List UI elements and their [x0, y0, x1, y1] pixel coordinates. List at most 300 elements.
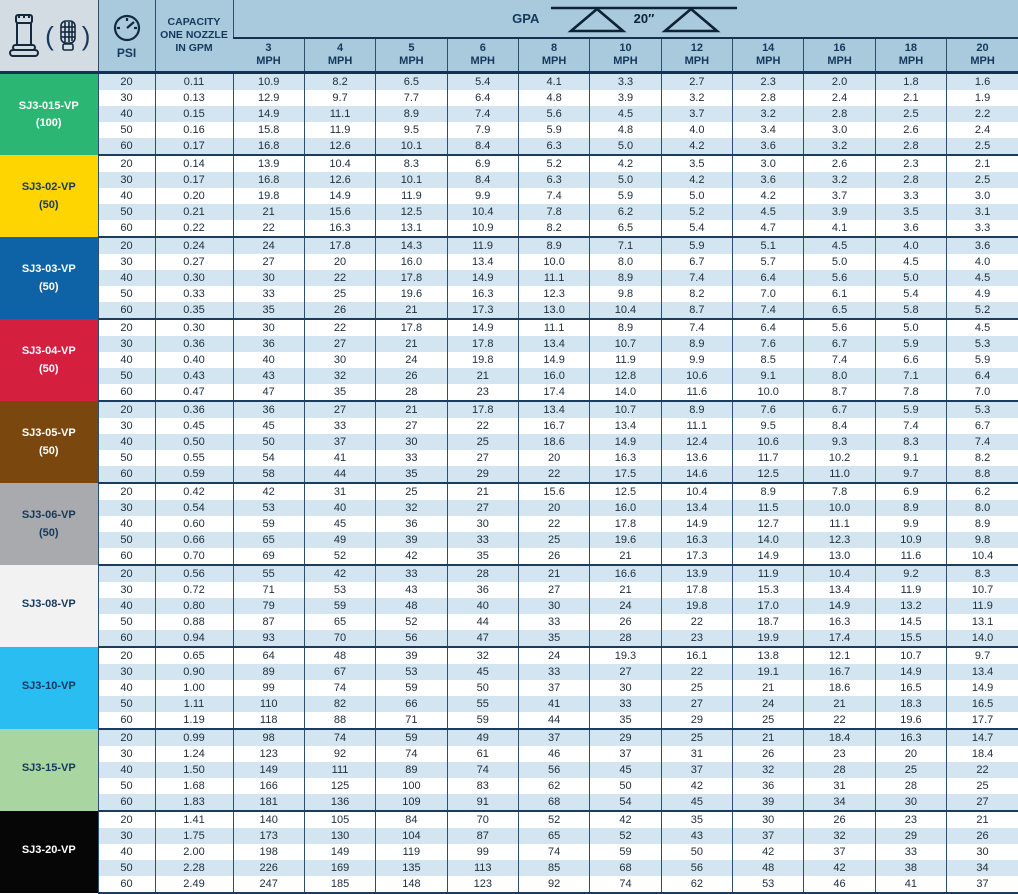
paren-close: ): [81, 20, 91, 51]
table-row: [0, 664, 1018, 680]
gpa-cell: 23: [875, 811, 946, 828]
gpa-cell: 2.2: [947, 106, 1018, 122]
speed-unit: MPH: [684, 55, 710, 67]
gpa-cell: 14.9: [447, 319, 518, 336]
gpa-cell: 123: [447, 876, 518, 893]
gpa-cell: 5.1: [733, 237, 804, 254]
gpa-cell: 33: [376, 450, 447, 466]
gpa-cell: 13.9: [233, 155, 304, 172]
gpa-cell: 47: [233, 384, 304, 401]
speed-value: 4: [336, 42, 344, 55]
gpa-cell: 18.6: [804, 680, 875, 696]
gpa-cell: 59: [304, 598, 375, 614]
table-row: [0, 729, 1018, 746]
gpa-cell: 16.0: [376, 254, 447, 270]
gpa-cell: 16.3: [804, 614, 875, 630]
psi-cell: 60: [98, 220, 155, 237]
gpa-cell: 20: [875, 746, 946, 762]
gpa-cell: 17.4: [518, 384, 589, 401]
gpa-cell: 3.3: [947, 220, 1018, 237]
psi-cell: 40: [98, 352, 155, 368]
gpa-cell: 34: [804, 794, 875, 811]
gpa-cell: 92: [304, 746, 375, 762]
gpa-cell: 14.5: [875, 614, 946, 630]
gpa-cell: 30: [947, 844, 1018, 860]
gpa-cell: 37: [518, 729, 589, 746]
gpa-cell: 4.2: [661, 138, 732, 155]
gpa-cell: 9.9: [661, 352, 732, 368]
gpa-cell: 66: [376, 696, 447, 712]
gpa-cell: 18.7: [733, 614, 804, 630]
gpa-cell: 1.6: [947, 73, 1018, 91]
gpa-cell: 10.2: [804, 450, 875, 466]
gpa-cell: 23: [804, 746, 875, 762]
gpa-cell: 36: [233, 336, 304, 352]
gpa-cell: 13.4: [947, 664, 1018, 680]
gpa-cell: 9.7: [947, 647, 1018, 664]
gpa-cell: 22: [447, 418, 518, 434]
psi-cell: 40: [98, 188, 155, 204]
speed-column-header: [447, 38, 518, 73]
table-row: [0, 762, 1018, 778]
gpa-cell: 10.0: [733, 384, 804, 401]
gpa-cell: 33: [447, 532, 518, 548]
psi-cell: 20: [98, 647, 155, 664]
gpm-cell: 1.19: [155, 712, 233, 729]
nozzle-label: [0, 647, 98, 729]
gpa-cell: 43: [661, 828, 732, 844]
gpm-cell: 1.75: [155, 828, 233, 844]
gpa-cell: 69: [233, 548, 304, 565]
gpa-cell: 111: [304, 762, 375, 778]
gpm-cell: 0.11: [155, 73, 233, 91]
gpa-cell: 16.0: [590, 500, 661, 516]
gpa-cell: 14.9: [733, 548, 804, 565]
speed-column-header: [947, 38, 1018, 73]
nozzle-label: [0, 729, 98, 811]
gpa-cell: 29: [447, 466, 518, 483]
gpa-cell: 12.1: [804, 647, 875, 664]
gpa-cell: 74: [304, 680, 375, 696]
speed-value: 20: [976, 42, 989, 55]
gpa-cell: 13.4: [518, 336, 589, 352]
gpm-cell: 0.13: [155, 90, 233, 106]
gpa-cell: 6.6: [875, 352, 946, 368]
table-row: [0, 286, 1018, 302]
gpa-cell: 30: [233, 270, 304, 286]
gpa-cell: 14.6: [661, 466, 732, 483]
gpa-cell: 3.9: [804, 204, 875, 220]
speed-unit: MPH: [613, 55, 638, 67]
gpa-cell: 33: [518, 664, 589, 680]
speed-value: 12: [690, 42, 703, 55]
gpa-cell: 16.1: [661, 647, 732, 664]
gpa-cell: 4.0: [947, 254, 1018, 270]
gpm-cell: 0.43: [155, 368, 233, 384]
gpa-cell: 28: [447, 565, 518, 582]
gpa-cell: 46: [518, 746, 589, 762]
gpa-cell: 109: [376, 794, 447, 811]
gpa-cell: 123: [233, 746, 304, 762]
table-row: [0, 336, 1018, 352]
gpa-cell: 42: [733, 844, 804, 860]
gpa-cell: 7.4: [947, 434, 1018, 450]
nozzle-model: SJ3-02-VP: [21, 181, 76, 194]
gpa-cell: 26: [518, 548, 589, 565]
gpa-cell: 8.9: [661, 336, 732, 352]
gpa-cell: 28: [376, 384, 447, 401]
gpm-cell: 0.55: [155, 450, 233, 466]
gpa-cell: 11.0: [804, 466, 875, 483]
gpa-cell: 45: [304, 516, 375, 532]
gpa-cell: 19.3: [590, 647, 661, 664]
nozzle-subtitle: (50): [38, 444, 59, 457]
gpm-cell: 1.11: [155, 696, 233, 712]
gpa-cell: 173: [233, 828, 304, 844]
gpa-cell: 14.0: [947, 630, 1018, 647]
gpa-cell: 11.7: [733, 450, 804, 466]
gpa-cell: 6.3: [518, 138, 589, 155]
gpa-cell: 42: [233, 483, 304, 500]
gpm-cell: 0.17: [155, 138, 233, 155]
table-row: [0, 434, 1018, 450]
gpa-cell: 50: [590, 778, 661, 794]
gpa-cell: 136: [304, 794, 375, 811]
table-row: [0, 712, 1018, 729]
gpa-cell: 6.9: [447, 155, 518, 172]
table-row: [0, 368, 1018, 384]
gpa-cell: 65: [233, 532, 304, 548]
gpa-cell: 27: [233, 254, 304, 270]
gpa-cell: 10.4: [947, 548, 1018, 565]
table-row: [0, 794, 1018, 811]
gpa-cell: 41: [518, 696, 589, 712]
gpa-cell: 44: [518, 712, 589, 729]
gpa-cell: 5.2: [518, 155, 589, 172]
gpa-cell: 7.4: [661, 270, 732, 286]
psi-column-header: [98, 0, 155, 73]
gpa-cell: 5.4: [875, 286, 946, 302]
speed-column-header: [304, 38, 375, 73]
gpa-cell: 23: [447, 384, 518, 401]
table-row: [0, 319, 1018, 336]
gpa-cell: 40: [447, 598, 518, 614]
gpa-cell: 18.4: [804, 729, 875, 746]
gpa-cell: 17.8: [447, 401, 518, 418]
gpa-cell: 56: [518, 762, 589, 778]
gpa-cell: 7.8: [875, 384, 946, 401]
table-row: [0, 630, 1018, 647]
header-row-top: [0, 0, 1018, 38]
gpm-cell: 0.20: [155, 188, 233, 204]
speed-value: 14: [762, 42, 775, 55]
gpa-cell: 29: [875, 828, 946, 844]
gpa-cell: 12.4: [661, 434, 732, 450]
table-row: [0, 155, 1018, 172]
gpa-cell: 53: [733, 876, 804, 893]
table-row: [0, 466, 1018, 483]
gpa-cell: 13.8: [733, 647, 804, 664]
gpa-cell: 5.9: [875, 401, 946, 418]
gpa-cell: 20: [304, 254, 375, 270]
gpa-cell: 3.2: [804, 138, 875, 155]
paren-open: (: [45, 20, 54, 51]
gpa-cell: 6.7: [804, 336, 875, 352]
gpa-cell: 24: [590, 598, 661, 614]
gpa-cell: 4.5: [733, 204, 804, 220]
gpa-cell: 59: [376, 680, 447, 696]
psi-cell: 20: [98, 811, 155, 828]
speed-value: 6: [479, 42, 486, 55]
gpa-cell: 41: [875, 876, 946, 893]
gpa-cell: 32: [804, 828, 875, 844]
speed-value: 10: [619, 42, 632, 55]
gpa-cell: 59: [447, 712, 518, 729]
gpa-cell: 140: [233, 811, 304, 828]
gpa-cell: 4.5: [804, 237, 875, 254]
gpa-cell: 14.9: [875, 664, 946, 680]
nozzle-model: SJ3-15-VP: [21, 762, 76, 775]
gpa-cell: 22: [233, 220, 304, 237]
gpa-cell: 26: [590, 614, 661, 630]
gpa-cell: 22: [804, 712, 875, 729]
gpa-cell: 3.2: [804, 172, 875, 188]
gpa-cell: 61: [447, 746, 518, 762]
strainer-icon: [58, 19, 78, 53]
psi-cell: 30: [98, 254, 155, 270]
gpa-cell: 13.0: [804, 548, 875, 565]
psi-cell: 30: [98, 336, 155, 352]
gpa-cell: 6.2: [947, 483, 1018, 500]
gpa-cell: 58: [233, 466, 304, 483]
gpm-cell: 0.94: [155, 630, 233, 647]
gpa-cell: 19.8: [233, 188, 304, 204]
speed-unit: MPH: [327, 55, 353, 67]
speed-unit: MPH: [541, 55, 567, 67]
gpa-cell: 8.8: [947, 466, 1018, 483]
gpa-cell: 44: [447, 614, 518, 630]
gpa-cell: 11.6: [875, 548, 946, 565]
gpa-cell: 4.8: [518, 90, 589, 106]
nozzle-model: SJ3-20-VP: [21, 844, 76, 857]
gpa-cell: 30: [590, 680, 661, 696]
gpa-cell: 6.3: [518, 172, 589, 188]
gpa-cell: 71: [376, 712, 447, 729]
gpa-cell: 37: [304, 434, 375, 450]
gpm-cell: 1.41: [155, 811, 233, 828]
gpa-cell: 29: [590, 729, 661, 746]
table-row: [0, 122, 1018, 138]
gpa-cell: 31: [304, 483, 375, 500]
gpa-cell: 22: [304, 270, 375, 286]
table-row: [0, 860, 1018, 876]
gpa-cell: 17.8: [590, 516, 661, 532]
table-row: [0, 844, 1018, 860]
gpa-cell: 8.9: [947, 516, 1018, 532]
gpa-cell: 15.6: [518, 483, 589, 500]
gpa-cell: 3.3: [590, 73, 661, 91]
gpa-cell: 13.6: [661, 450, 732, 466]
gpa-cell: 16.3: [447, 286, 518, 302]
gpa-cell: 6.2: [590, 204, 661, 220]
gpm-cell: 0.30: [155, 270, 233, 286]
gpm-cell: 1.24: [155, 746, 233, 762]
gpa-cell: 16.7: [518, 418, 589, 434]
speed-unit: MPH: [256, 55, 281, 67]
gpa-cell: 49: [447, 729, 518, 746]
gpa-cell: 74: [376, 746, 447, 762]
table-row: [0, 138, 1018, 155]
gpa-cell: 17.3: [447, 302, 518, 319]
gpa-cell: 21: [376, 302, 447, 319]
gpa-cell: 27: [447, 450, 518, 466]
gpa-cell: 35: [661, 811, 732, 828]
gpa-cell: 89: [233, 664, 304, 680]
gpa-cell: 21: [518, 565, 589, 582]
spacing-label: 20″: [634, 10, 655, 26]
gpa-cell: 30: [733, 811, 804, 828]
gpa-cell: 12.3: [804, 532, 875, 548]
gpm-cell: 0.80: [155, 598, 233, 614]
gpa-cell: 185: [304, 876, 375, 893]
gpa-cell: 25: [376, 483, 447, 500]
speed-value: 5: [408, 42, 415, 55]
gpa-cell: 28: [590, 630, 661, 647]
table-row: [0, 500, 1018, 516]
gpa-cell: 7.8: [518, 204, 589, 220]
gpa-cell: 19.6: [875, 712, 946, 729]
table-row: [0, 565, 1018, 582]
table-row: [0, 384, 1018, 401]
gpa-cell: 16.8: [233, 138, 304, 155]
gpa-cell: 59: [376, 729, 447, 746]
gpa-cell: 5.0: [590, 138, 661, 155]
table-row: [0, 876, 1018, 893]
gpa-cell: 10.0: [518, 254, 589, 270]
gpa-cell: 8.2: [947, 450, 1018, 466]
gpa-cell: 39: [376, 647, 447, 664]
gpa-cell: 25: [661, 680, 732, 696]
gpa-cell: 11.1: [804, 516, 875, 532]
gpa-cell: 65: [304, 614, 375, 630]
gpa-cell: 17.8: [376, 270, 447, 286]
gpa-cell: 16.6: [590, 565, 661, 582]
psi-cell: 40: [98, 434, 155, 450]
gpa-cell: 5.0: [661, 188, 732, 204]
gpa-cell: 1.9: [947, 90, 1018, 106]
gpa-cell: 74: [518, 844, 589, 860]
gpa-cell: 9.3: [804, 434, 875, 450]
nozzle-subtitle: (50): [38, 280, 59, 293]
gpa-cell: 5.0: [804, 254, 875, 270]
gpa-cell: 10.9: [875, 532, 946, 548]
gpa-cell: 47: [447, 630, 518, 647]
gpa-cell: 99: [447, 844, 518, 860]
gpa-cell: 11.9: [733, 565, 804, 582]
psi-cell: 30: [98, 90, 155, 106]
gpa-cell: 2.1: [947, 155, 1018, 172]
gpa-cell: 33: [304, 418, 375, 434]
gpa-cell: 53: [233, 500, 304, 516]
psi-cell: 20: [98, 319, 155, 336]
gpa-cell: 44: [304, 466, 375, 483]
gpm-cell: 0.60: [155, 516, 233, 532]
gpa-cell: 11.9: [447, 237, 518, 254]
gpm-cell: 0.50: [155, 434, 233, 450]
gpa-cell: 2.5: [947, 138, 1018, 155]
gpa-cell: 18.4: [947, 746, 1018, 762]
gpa-cell: 8.9: [590, 270, 661, 286]
gpa-cell: 50: [233, 434, 304, 450]
gpa-cell: 5.9: [518, 122, 589, 138]
psi-cell: 50: [98, 204, 155, 220]
gpa-cell: 45: [233, 418, 304, 434]
gpa-cell: 2.7: [661, 73, 732, 91]
gpa-cell: 3.1: [947, 204, 1018, 220]
gpa-cell: 22: [518, 516, 589, 532]
psi-cell: 60: [98, 466, 155, 483]
gpa-cell: 13.4: [590, 418, 661, 434]
nozzle-model: SJ3-10-VP: [21, 680, 76, 693]
gpa-cell: 31: [661, 746, 732, 762]
gpa-cell: 62: [661, 876, 732, 893]
speed-column-header: [518, 38, 589, 73]
speed-column-header: [590, 38, 661, 73]
table-row: [0, 516, 1018, 532]
gpa-cell: 91: [447, 794, 518, 811]
psi-cell: 50: [98, 122, 155, 138]
gpa-cell: 2.0: [804, 73, 875, 91]
gpa-cell: 104: [376, 828, 447, 844]
gpa-cell: 19.9: [733, 630, 804, 647]
gpa-cell: 5.4: [661, 220, 732, 237]
gpa-cell: 12.9: [233, 90, 304, 106]
gpa-cell: 17.8: [447, 336, 518, 352]
gpa-cell: 8.3: [376, 155, 447, 172]
gpa-cell: 67: [304, 664, 375, 680]
gpa-cell: 52: [304, 548, 375, 565]
gpa-cell: 55: [447, 696, 518, 712]
gpa-cell: 39: [376, 532, 447, 548]
gpa-cell: 64: [233, 647, 304, 664]
speed-value: 8: [551, 42, 558, 55]
gpa-cell: 24: [518, 647, 589, 664]
gpa-cell: 93: [233, 630, 304, 647]
gpa-cell: 48: [304, 647, 375, 664]
gpa-cell: 13.2: [875, 598, 946, 614]
gpa-cell: 48: [376, 598, 447, 614]
psi-cell: 30: [98, 172, 155, 188]
gpa-cell: 53: [304, 582, 375, 598]
gpa-cell: 6.4: [733, 319, 804, 336]
gpa-cell: 24: [733, 696, 804, 712]
gpa-cell: 3.6: [875, 220, 946, 237]
gpa-cell: 52: [376, 614, 447, 630]
gpa-cell: 2.6: [804, 155, 875, 172]
gpa-cell: 82: [304, 696, 375, 712]
gpa-cell: 27: [447, 500, 518, 516]
gpm-cell: 0.42: [155, 483, 233, 500]
speed-column-header: [376, 38, 447, 73]
gpa-cell: 22: [518, 466, 589, 483]
gpa-cell: 10.7: [590, 336, 661, 352]
nozzle-label: [0, 73, 98, 156]
gpm-cell: 0.21: [155, 204, 233, 220]
gpa-cell: 2.3: [875, 155, 946, 172]
gpa-cell: 13.0: [518, 302, 589, 319]
gpa-cell: 5.6: [518, 106, 589, 122]
gpa-cell: 8.9: [733, 483, 804, 500]
